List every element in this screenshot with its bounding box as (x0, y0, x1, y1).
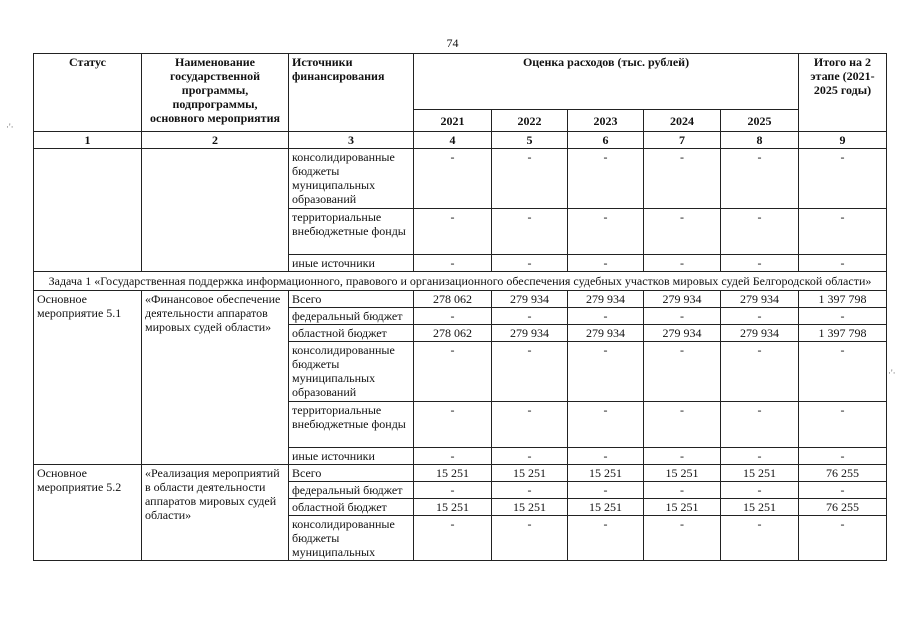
col-number: 7 (644, 132, 721, 149)
value-cell: 15 251 (721, 499, 799, 516)
value-cell: - (568, 342, 644, 402)
source-cell: областной бюджет (289, 499, 414, 516)
value-cell: - (799, 342, 887, 402)
value-cell: - (799, 516, 887, 561)
value-cell: 15 251 (414, 499, 492, 516)
page-number: 74 (446, 36, 459, 50)
value-cell: - (721, 149, 799, 209)
value-cell: 15 251 (721, 465, 799, 482)
value-cell: - (644, 342, 721, 402)
source-cell: консолидированные бюджеты муниципальных образований (289, 149, 414, 209)
source-cell: Всего (289, 465, 414, 482)
value-cell: 279 934 (492, 291, 568, 308)
value-cell: - (568, 149, 644, 209)
value-cell: - (414, 448, 492, 465)
value-cell: 278 062 (414, 291, 492, 308)
value-cell: - (492, 149, 568, 209)
source-cell: федеральный бюджет (289, 308, 414, 325)
value-cell: - (414, 255, 492, 272)
value-cell: - (414, 149, 492, 209)
value-cell: - (568, 516, 644, 561)
source-cell: территориальные внебюджетные фонды (289, 402, 414, 448)
col-number: 8 (721, 132, 799, 149)
year-cell: 2023 (568, 110, 644, 132)
status-cell (34, 149, 142, 272)
scan-mark: ·'· (6, 122, 14, 132)
value-cell: - (568, 308, 644, 325)
task-row (34, 272, 887, 291)
value-cell: 76 255 (799, 465, 887, 482)
value-cell: 1 397 798 (799, 325, 887, 342)
value-cell: 1 397 798 (799, 291, 887, 308)
value-cell: 15 251 (568, 465, 644, 482)
value-cell: - (721, 209, 799, 255)
value-cell: 279 934 (644, 291, 721, 308)
source-cell: консолидированные бюджеты муниципальных образований (289, 342, 414, 402)
value-cell: - (492, 308, 568, 325)
value-cell: - (492, 255, 568, 272)
value-cell: 279 934 (492, 325, 568, 342)
col-number: 5 (492, 132, 568, 149)
value-cell: - (568, 209, 644, 255)
year-cell: 2025 (721, 110, 799, 132)
value-cell: - (414, 482, 492, 499)
value-cell: - (414, 308, 492, 325)
value-cell: - (721, 255, 799, 272)
value-cell: - (799, 482, 887, 499)
value-cell: 15 251 (644, 465, 721, 482)
value-cell: 15 251 (414, 465, 492, 482)
header-total: Итого на 2 этапе (2021-2025 годы) (799, 54, 887, 132)
value-cell: 15 251 (644, 499, 721, 516)
value-cell: 278 062 (414, 325, 492, 342)
value-cell: - (644, 402, 721, 448)
value-cell: - (799, 209, 887, 255)
value-cell: - (644, 149, 721, 209)
header-sources: Источники финансирования (289, 54, 414, 132)
value-cell: - (721, 482, 799, 499)
value-cell: - (644, 255, 721, 272)
year-cell: 2021 (414, 110, 492, 132)
value-cell: 15 251 (492, 465, 568, 482)
value-cell: - (799, 448, 887, 465)
source-cell: областной бюджет (289, 325, 414, 342)
value-cell: - (799, 149, 887, 209)
value-cell: - (568, 448, 644, 465)
col-number: 6 (568, 132, 644, 149)
value-cell: - (644, 516, 721, 561)
value-cell: - (721, 308, 799, 325)
value-cell: - (414, 402, 492, 448)
value-cell: - (492, 209, 568, 255)
value-cell: - (568, 255, 644, 272)
col-number: 1 (34, 132, 142, 149)
value-cell: - (721, 402, 799, 448)
value-cell: - (644, 448, 721, 465)
value-cell: - (492, 402, 568, 448)
col-number: 3 (289, 132, 414, 149)
value-cell: - (492, 482, 568, 499)
name-cell (142, 149, 289, 272)
value-cell: - (492, 516, 568, 561)
value-cell: - (644, 482, 721, 499)
header-name: Наименование государственной программы, подпрограммы, основного мероприятия (142, 54, 289, 132)
value-cell: 15 251 (492, 499, 568, 516)
status-cell: Основное мероприятие 5.2 (34, 465, 142, 561)
value-cell: - (721, 342, 799, 402)
value-cell: - (644, 209, 721, 255)
value-cell: - (721, 516, 799, 561)
value-cell: - (414, 342, 492, 402)
value-cell: 279 934 (721, 291, 799, 308)
scan-mark: ·'· (888, 368, 896, 378)
source-cell: консолидированные бюджеты муниципальных (289, 516, 414, 561)
value-cell: - (492, 448, 568, 465)
col-number: 9 (799, 132, 887, 149)
value-cell: - (721, 448, 799, 465)
value-cell: 76 255 (799, 499, 887, 516)
value-cell: - (799, 255, 887, 272)
col-number: 2 (142, 132, 289, 149)
source-cell: иные источники (289, 448, 414, 465)
source-cell: федеральный бюджет (289, 482, 414, 499)
value-cell: - (492, 342, 568, 402)
value-cell: - (414, 209, 492, 255)
value-cell: - (799, 308, 887, 325)
header-estimate: Оценка расходов (тыс. рублей) (414, 54, 799, 110)
year-cell: 2022 (492, 110, 568, 132)
table-row (34, 465, 887, 482)
column-number-row (34, 132, 887, 149)
header-status: Статус (34, 54, 142, 132)
value-cell: 279 934 (644, 325, 721, 342)
source-cell: территориальные внебюджетные фонды (289, 209, 414, 255)
source-cell: иные источники (289, 255, 414, 272)
value-cell: - (568, 402, 644, 448)
col-number: 4 (414, 132, 492, 149)
value-cell: - (414, 516, 492, 561)
task-title: Задача 1 «Государственная поддержка информационного, правового и организационного обеспечения судебных участков мировых судей Белгородской области» (34, 272, 887, 291)
year-cell: 2024 (644, 110, 721, 132)
value-cell: - (568, 482, 644, 499)
value-cell: - (799, 402, 887, 448)
value-cell: 279 934 (721, 325, 799, 342)
table-row (34, 149, 887, 209)
value-cell: 279 934 (568, 325, 644, 342)
value-cell: 279 934 (568, 291, 644, 308)
status-cell: Основное мероприятие 5.1 (34, 291, 142, 465)
value-cell: - (644, 308, 721, 325)
name-cell: «Финансовое обеспечение деятельности аппаратов мировых судей области» (142, 291, 289, 465)
budget-table (33, 53, 887, 561)
name-cell: «Реализация мероприятий в области деятельности аппаратов мировых судей области» (142, 465, 289, 561)
value-cell: 15 251 (568, 499, 644, 516)
source-cell: Всего (289, 291, 414, 308)
table-row (34, 291, 887, 308)
